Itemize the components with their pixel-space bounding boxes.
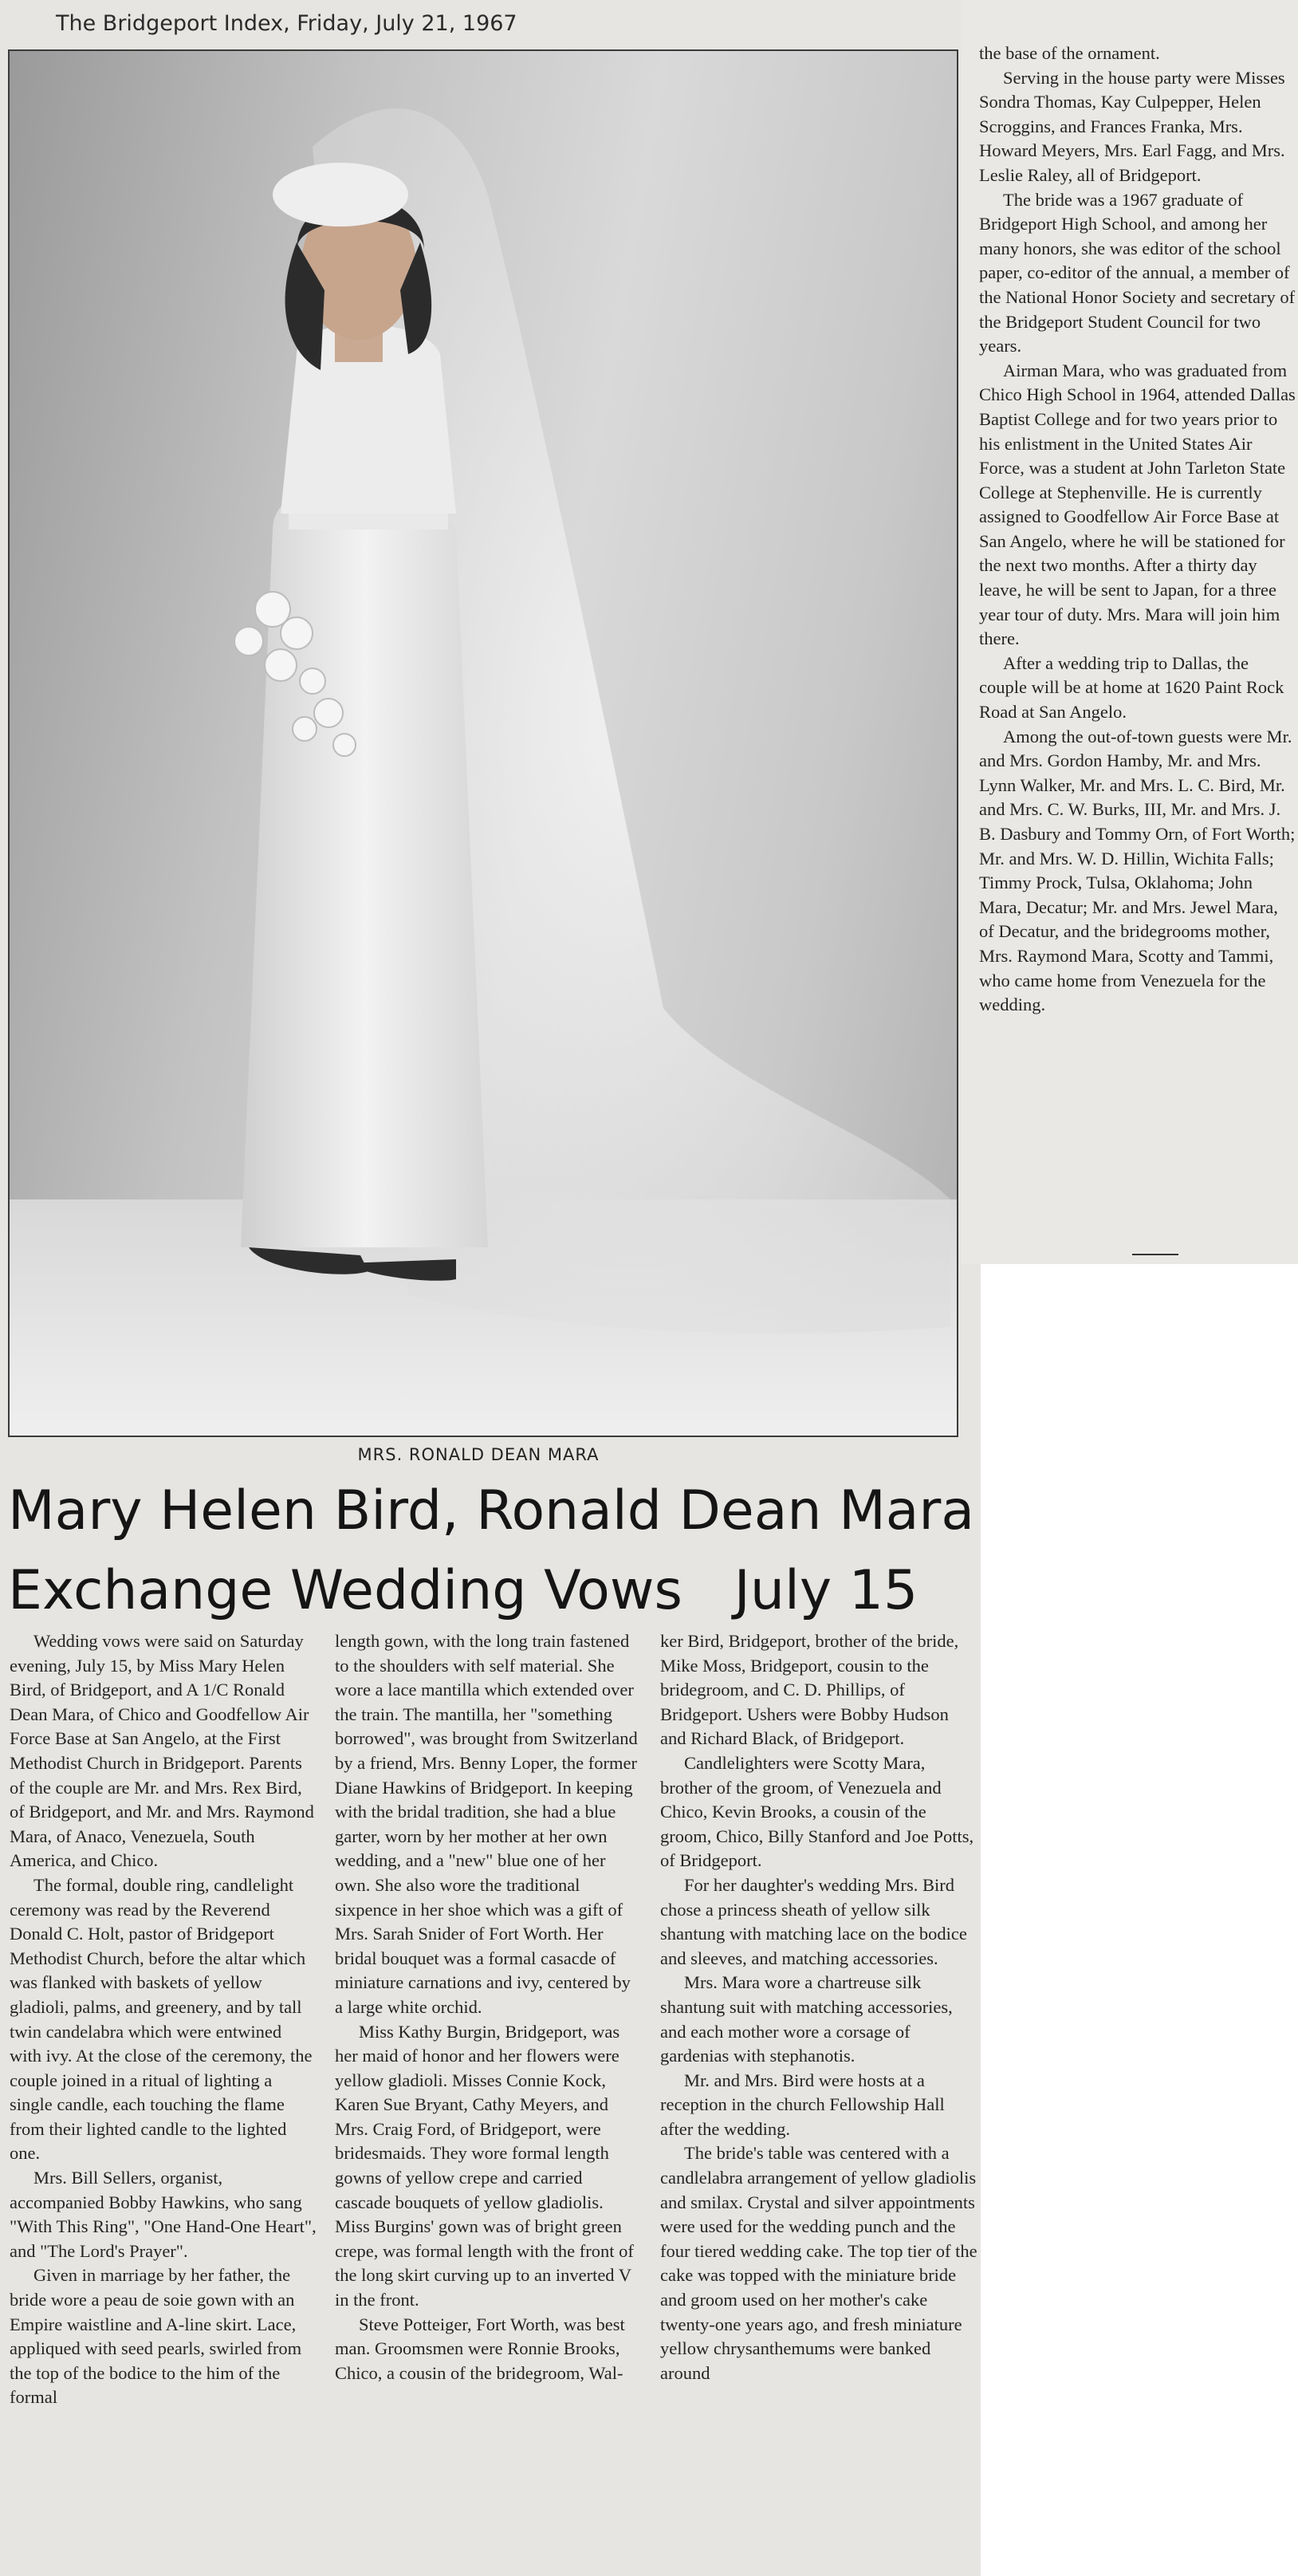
column-3-paragraph: The bride's table was centered with a candlelabra arrangement of yellow gladiolis and smilax. Crystal and silver appointments were used for the wedding punch and the four tiered wedding cake. The top tier of the cake was topped with the miniature bride and groom used on her mother's cake twenty-one years ago, and fresh miniature yellow chrysanthemums were banked around xyxy=(660,2143,977,2383)
column-3-paragraph: Candlelighters were Scotty Mara, brother of the groom, of Venezuela and Chico, Kevin Brooks, a cousin of the groom, Chico, Billy Stanford and Joe Potts, of Bridgeport. xyxy=(660,1752,974,1871)
column-1-paragraph: The formal, double ring, candlelight ceremony was read by the Reverend Donald C. Holt, pastor of Bridgeport Methodist Church, before the altar which was flanked with baskets of yellow gladioli, palms, and greenery, and by tall twin candelabra which were entwined with ivy. At the close of the ceremony, the couple joined in a ritual of lighting a single candle, each touching the flame from their lighted candle to the lighted one. xyxy=(10,1874,313,2164)
column-2-paragraph: Steve Potteiger, Fort Worth, was best man. Groomsmen were Ronnie Brooks, Chico, a cousin of the bridegroom, Wal- xyxy=(335,2314,625,2383)
bride-photo xyxy=(8,49,958,1437)
column-2-paragraph: Miss Kathy Burgin, Bridgeport, was her maid of honor and her flowers were yellow gladioli. Misses Connie Kock, Karen Sue Bryant, Cathy Meyers, and Mrs. Craig Ford, of Bridgeport, were bridesmaids. They wore formal length gowns of yellow crepe and carried cascade bouquets of yellow gladiolis. Miss Burgins' gown was of bright green crepe, was formal length with the front of the long skirt curving up to an inverted V in the front. xyxy=(335,2021,634,2310)
column-1-paragraph: Given in marriage by her father, the bride wore a peau de soie gown with an Empire waistline and A-line skirt. Lace, appliqued with seed pearls, swirled from the top of the bodice to the him of the formal xyxy=(10,2265,302,2408)
headline xyxy=(8,1471,977,1631)
dateline: The Bridgeport Index, Friday, July 21, 1967 xyxy=(56,11,517,36)
bride-portrait-illustration xyxy=(10,51,957,1436)
column-2-paragraph: length gown, with the long train fastened to the shoulders with self material. She wore a lace mantilla which extended over the train. The mantilla, her "something borrowed", was brought from Switzerland by a friend, Mrs. Benny Loper, the former Diane Hawkins of Bridgeport. In keeping with the bridal tradition, she had a blue garter, worn by her mother at her own wedding, and a "new" blue one of her own. She also wore the traditional sixpence in her shoe which was a gift of Mrs. Sarah Snider of Fort Worth. Her bridal bouquet was a formal casacde of miniature carnations and ivy, centered by a large white orchid. xyxy=(335,1631,638,2017)
column-3-paragraph: Mrs. Mara wore a chartreuse silk shantung suit with matching accessories, and each mother wore a corsage of gardenias with stephanotis. xyxy=(660,1972,953,2066)
article-column-4 xyxy=(979,41,1296,1018)
end-of-article-rule xyxy=(1132,1254,1178,1255)
photo-caption: MRS. RONALD DEAN MARA xyxy=(357,1445,600,1464)
column-4-paragraph: The bride was a 1967 graduate of Bridgeport High School, and among her many honors, she was editor of the school paper, co-editor of the annual, a member of the National Honor Society and secretary of the Bridgeport Student Council for two years. xyxy=(979,189,1296,356)
headline-line-1: Mary Helen Bird, Ronald Dean Mara xyxy=(8,1479,975,1542)
article-column-2 xyxy=(335,1629,642,2385)
column-4-paragraph: the base of the ornament. xyxy=(979,43,1160,63)
column-1-paragraph: Wedding vows were said on Saturday evening, July 15, by Miss Mary Helen Bird, of Bridgeport, and A 1/C Ronald Dean Mara, of Chico and Goodfellow Air Force Base at San Angelo, at the First Methodist Church in Bridgeport. Parents of the couple are Mr. and Mrs. Rex Bird, of Bridgeport, and Mr. and Mrs. Raymond Mara, of Anaco, Venezuela, South America, and Chico. xyxy=(10,1631,314,1871)
column-4-paragraph: After a wedding trip to Dallas, the couple will be at home at 1620 Paint Rock Road at San Angelo. xyxy=(979,652,1284,723)
column-3-paragraph: ker Bird, Bridgeport, brother of the bride, Mike Moss, Bridgeport, cousin to the bridegroom, and C. D. Phillips, of Bridgeport. Ushers were Bobby Hudson and Richard Black, of Bridgeport. xyxy=(660,1631,959,1749)
column-4-paragraph: Airman Mara, who was graduated from Chico High School in 1964, attended Dallas Baptist College and for two years prior to his enlistment in the United States Air Force, was a student at John Tarleton State College at Stephenville. He is currently assigned to Goodfellow Air Force Base at San Angelo, where he will be stationed for the next two months. After a thirty day leave, he will be sent to Japan, for a three year tour of duty. Mrs. Mara will join him there. xyxy=(979,360,1296,649)
column-4-paragraph: Among the out-of-town guests were Mr. and Mrs. Gordon Hamby, Mr. and Mrs. Lynn Walker, Mr. and Mrs. L. C. Bird, Mr. and Mrs. C. W. Burks, III, Mr. and Mrs. J. B. Dasbury and Tommy Orn, of Fort Worth; Mr. and Mrs. W. D. Hillin, Wichita Falls; Timmy Prock, Tulsa, Oklahoma; John Mara, Decatur; Mr. and Mrs. Jewel Mara, of Decatur, and the bridegrooms mother, Mrs. Raymond Mara, Scotty and Tammi, who came home from Venezuela for the wedding. xyxy=(979,726,1296,1015)
column-4-paragraph: Serving in the house party were Misses Sondra Thomas, Kay Culpepper, Helen Scroggins, and Frances Franka, Mrs. Howard Meyers, Mrs. Earl Fagg, and Mrs. Leslie Raley, all of Bridgeport. xyxy=(979,67,1285,185)
column-3-paragraph: For her daughter's wedding Mrs. Bird chose a princess sheath of yellow silk shantung with matching lace on the bodice and sleeves, and matching accessories. xyxy=(660,1874,967,1968)
headline-line-2: Exchange Wedding Vows July 15 xyxy=(8,1559,918,1622)
column-1-paragraph: Mrs. Bill Sellers, organist, accompanied Bobby Hawkins, who sang "With This Ring", "One Hand-One Heart", and "The Lord's Prayer". xyxy=(10,2168,317,2261)
article-column-1 xyxy=(10,1629,317,2410)
article-column-3 xyxy=(660,1629,977,2385)
column-3-paragraph: Mr. and Mrs. Bird were hosts at a reception in the church Fellowship Hall after the wedding. xyxy=(660,2070,945,2139)
